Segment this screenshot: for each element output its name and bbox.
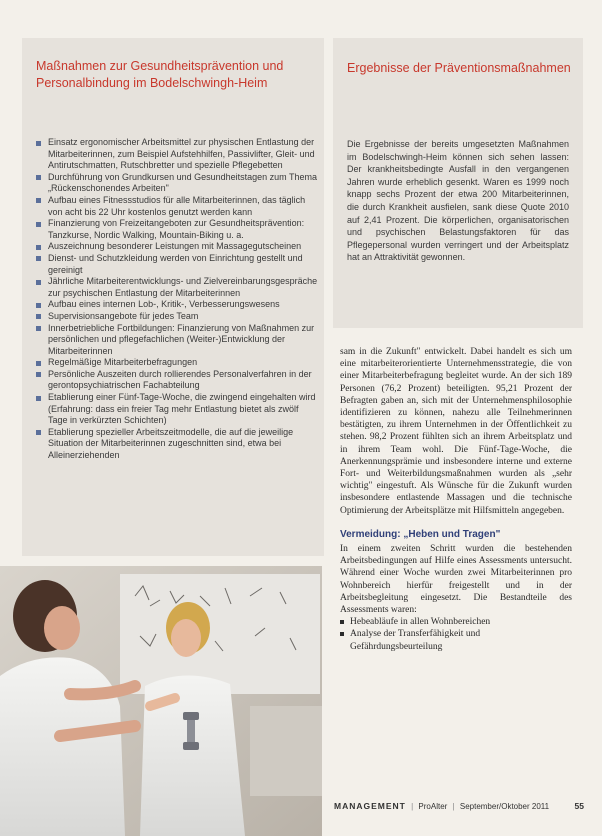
prevention-measures-box	[22, 38, 324, 556]
issue-date: September/Oktober 2011	[459, 802, 550, 811]
results-box	[333, 38, 583, 328]
list-item: Aufbau eines internen Lob-, Kritik-, Verbesserungswesens	[36, 299, 320, 311]
list-item: Auszeichnung besonderer Leistungen mit Massagegutscheinen	[36, 241, 320, 253]
list-item: Einsatz ergonomischer Arbeitsmittel zur physischen Entlastung der Mitarbeiterinnen, zum Beispiel Aufstehhilfen, Passivlifter, Gleit- und Antirutschmatten, Rutschbretter und spezielle Pflegebetten	[36, 137, 320, 172]
list-item: Jährliche Mitarbeiterentwicklungs- und Zielvereinbarungsgespräche zur psychischen Entlastung der Mitarbeiterinnen	[36, 276, 320, 299]
photo-illustration	[0, 566, 322, 836]
list-item: Supervisionsangebote für jedes Team	[36, 311, 320, 323]
page-footer: MANAGEMENT | ProAlter | September/Oktober 2011 55	[334, 801, 584, 811]
results-heading: Ergebnisse der Präventionsmaßnahmen	[347, 61, 571, 75]
list-item: Persönliche Auszeiten durch rollierendes Personalverfahren in der gerontopsychiatrischen Fachabteilung	[36, 369, 320, 392]
assessment-list	[340, 616, 572, 653]
list-item: Finanzierung von Freizeitangeboten zur Gesundheitsprävention: Tanzkurse, Nordic Walking, Mountain-Biking u. a.	[36, 218, 320, 241]
list-item: Innerbetriebliche Fortbildungen: Finanzierung von Maßnahmen zur persönlichen und pflegefachlichen (Weiter-)Entwicklung der Mitarbeiterinnen	[36, 323, 320, 358]
list-item: Etablierung einer Fünf-Tage-Woche, die zwingend eingehalten wird (Erfahrung: dass ein freier Tag mehr Entlastung bietet als zwölf Tage in verkürzten Schichten)	[36, 392, 320, 427]
list-item: Aufbau eines Fitnessstudios für alle Mitarbeiterinnen, das täglich von acht bis 22 Uhr kostenlos genutzt werden kann	[36, 195, 320, 218]
magazine-section: MANAGEMENT	[334, 801, 406, 811]
measures-heading: Maßnahmen zur Gesundheitsprävention und Personalbindung im Bodelschwingh-Heim	[36, 59, 284, 90]
section-subheading: Vermeidung: „Heben und Tragen"	[340, 528, 501, 540]
measures-list	[36, 137, 320, 462]
article-body	[340, 346, 572, 653]
body-paragraph: sam in die Zukunft" entwickelt. Dabei handelt es sich um eine mitarbeiterorientierte Unternehmensstrategie, die von einer Mitarbeiterbefragung begleitet wurde. An der sich 189 Personen (76,2 Prozent) beteiligten. 95,21 Prozent der Befragten gaben an, sich mit der Unternehmensphilosophie identifizieren zu können, nahezu alle Teilnehmerinnen bestätigten, zu ihrem Unternehmen in der Öffentlichkeit zu stehen. 98,2 Prozent fühlten sich an ihrem Arbeitsplatz und in ihrem Team wohl. Die Fünf-Tage-Woche, die Anerkennungsprämie und insbesondere interne und externe Fort- und Weiterbildungsmaßnahmen wurden als „sehr wichtig" eingestuft. Als Wünsche für die Zukunft wurden insbesondere entlastende Massagen und die technische Optimierung der Arbeitsplätze mit Hilfsmitteln angegeben.	[340, 347, 572, 516]
magazine-title: ProAlter	[418, 802, 448, 811]
results-text: Die Ergebnisse der bereits umgesetzten Maßnahmen im Bodelschwingh-Heim können sich sehen lassen: Der krankheitsbedingte Ausfall in den vergangenen Jahren wurde erheblich gesenkt. Waren es 1999 noch knapp sechs Prozent der etwa 200 Mitarbeiterinnen, die durch Krankheit ausfielen, sank diese Quote 2010 auf 2,41 Prozent. Die körperlichen, organisatorischen und psychischen Belastungsfaktoren für das Pflegepersonal wurden verringert und der Arbeitsplatz hat an Attraktivität gewonnen.	[347, 139, 569, 263]
list-item: Dienst- und Schutzkleidung werden von Einrichtung gestellt und gereinigt	[36, 253, 320, 276]
list-item: Regelmäßige Mitarbeiterbefragungen	[36, 357, 320, 369]
list-item: Durchführung von Grundkursen und Gesundheitstagen zum Thema „Rückenschonendes Arbeiten"	[36, 172, 320, 195]
article-photo	[0, 566, 322, 836]
body-paragraph: In einem zweiten Schritt wurden die bestehenden Arbeitsbedingungen auf Hilfe eines Assessments untersucht. Während einer Woche wurden zwei Mitarbeiterinnen pro Wohnbereich hierfür freigestellt und in der Arbeitsbegleitung eingesetzt. Die Bestandteile des Assessments waren:	[340, 544, 572, 616]
page-number: 55	[574, 801, 584, 811]
list-item: Etablierung spezieller Arbeitszeitmodelle, die auf die jeweilige Situation der Mitarbeiterinnen zugeschnitten sind, etwa bei Alleinerziehenden	[36, 427, 320, 462]
list-item: Analyse der Transferfähigkeit und Gefährdungsbeurteilung	[340, 628, 572, 652]
list-item: Hebeabläufe in allen Wohnbereichen	[340, 616, 572, 628]
